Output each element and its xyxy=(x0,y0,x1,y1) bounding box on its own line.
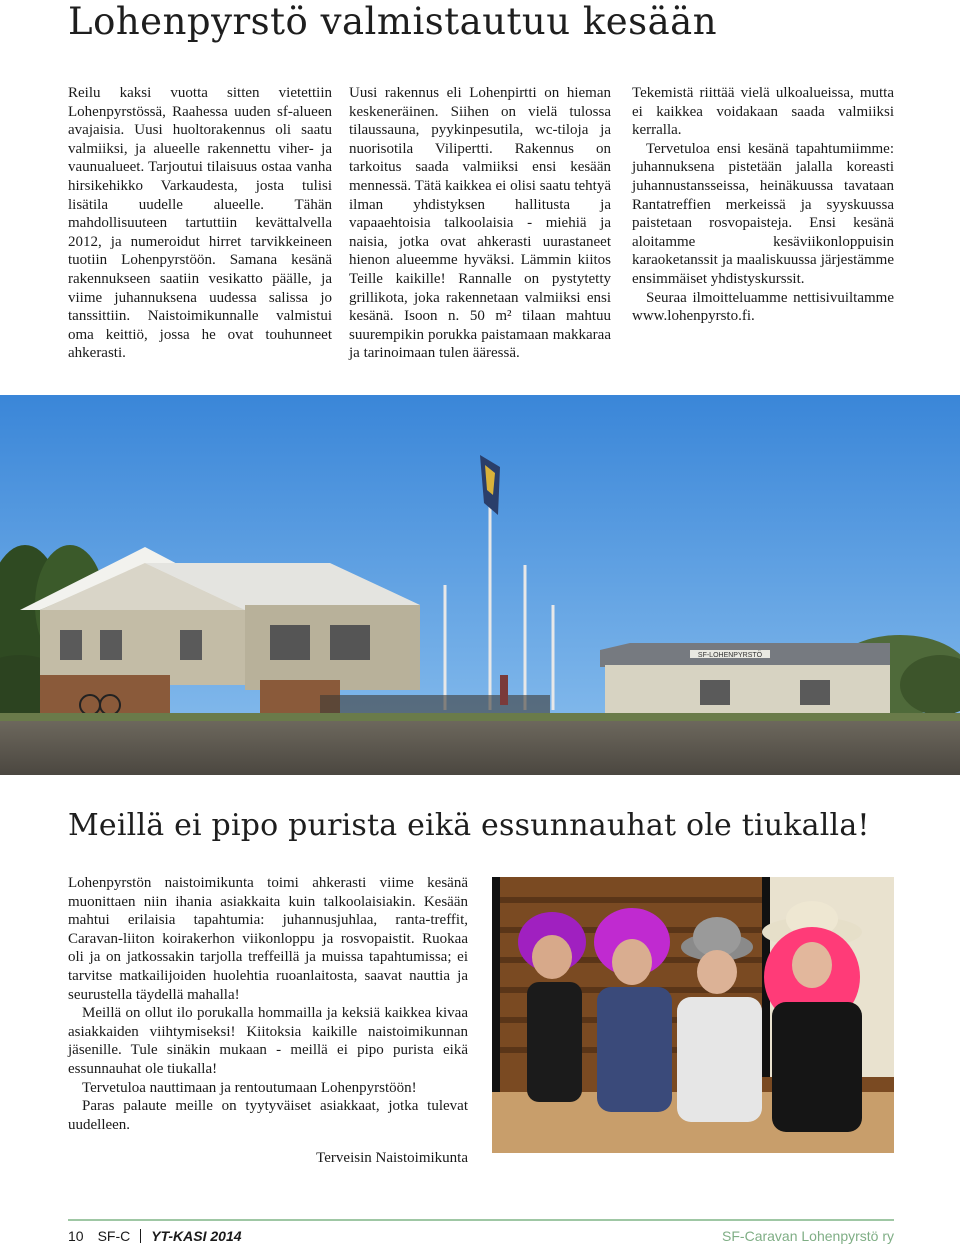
issue-label: YT-KASI 2014 xyxy=(151,1228,242,1244)
organization-name: SF-Caravan Lohenpyrstö ry xyxy=(722,1228,894,1244)
article-2-text xyxy=(68,874,468,1134)
article-paragraph: Meillä on ollut ilo porukalla hommailla ja keksiä kaikkea kivaa asiakkaiden viihtymiseksi! Kiitoksia kaikille naistoimikunnan jäsenille. Tule sinäkin mukaan - meillä ei pipo purista eikä essunnauhat ole tiukalla! xyxy=(68,1005,468,1077)
article-paragraph: Tervetuloa ensi kesänä tapahtumiimme: juhannuksena pistetään jalalla koreasti juhannustansseissa, heinäkuussa tavataan Rantatreffien merkeissä ja syyskuussa paistetaan rosvopaisteja. Ensi kesänä aloitamme kesäviikonloppuisin karaoketanssit ja maaliskuussa järjestämme ensimmäiset yhdistyskurssit. xyxy=(632,140,894,287)
section-heading: Meillä ei pipo purista eikä essunnauhat ole tiukalla! xyxy=(68,808,870,843)
article-paragraph: Lohenpyrstön naistoimikunta toimi ahkerasti viime kesänä muonittaen niin ihania asiakkaita kuin talkoolaisiakin. Kesään mahtui erilaisia tapahtumia: juhannusjuhlaa, ranta-treffit, Caravan-liiton koirakerhon viikonloppu ja rosvopaistit. Ruokaa oli ja on jatkossakin tarjolla treffeillä ja muissa tapahtumissa; ei tarvitse matkailijoiden huolehtia ruoanlaitosta, saavat nauttia ja seurustella täydellä mahalla! xyxy=(68,875,468,1003)
page-number: 10 xyxy=(68,1228,84,1244)
article-paragraph: Tekemistä riittää vielä ulkoalueissa, mutta ei kaikkea voidakaan saada valmiiksi kerralla. xyxy=(632,85,894,139)
article-column-3 xyxy=(632,84,894,326)
signature: Terveisin Naistoimikunta xyxy=(316,1150,468,1166)
footer-separator xyxy=(140,1229,141,1243)
magazine-name: SF-C xyxy=(97,1228,131,1244)
article-paragraph: Uusi rakennus eli Lohenpirtti on hieman keskeneräinen. Siihen on vielä tulossa tilaussauna, pyykinpesutila, wc-tiloja ja nuorisotila Vilipertti. Rakennus on tarkoitus saada valmiiksi ensi kesään mennessä. Tätä kaikkea ei olisi saatu tehtyä ilman yhdistyksen hallitusta ja vapaaehtoisia talkoolaisia - miehiä ja naisia, jotka ovat ahkerasti uurastaneet hienon alueemme hyväksi. Lämmin kiitos Teille kaikille! Rannalle on pystytetty grillikota, joka rakennetaan valmiiksi ensi kesänä. Isoon n. 50 m² tilaan mahtuu suurempikin porukka paistamaan makkaraa ja tarinoimaan tulen ääressä. xyxy=(349,85,611,362)
building-sign: SF-LOHENPYRSTÖ xyxy=(697,652,763,659)
article-paragraph: Tervetuloa nauttimaan ja rentoutumaan Lohenpyrstöön! xyxy=(82,1079,417,1096)
article-column-1 xyxy=(68,84,332,363)
campsite-building-photo xyxy=(0,395,960,775)
article-paragraph: Reilu kaksi vuotta sitten vietettiin Lohenpyrstössä, Raahessa uuden sf-alueen avajaisia. Uusi huoltorakennus oli saatu valmiiksi, ja alueelle rakennettu viher- ja vaunualueet. Tarjoutui tilaisuus ostaa vanha hirsikehikko Varkaudesta, josta tulisi lisätila uudelle alueelle. Tähän mahdollisuuteen tartuttiin kevättalvella 2012, ja numeroidut hirret tarvikkeineen tuotiin Lohenpyrstöön. Samana kesänä rakennukseen saatiin vesikatto päälle, ja viime juhannuksena uudessa salissa jo tanssittiin. Naistoimikunnalle valmistui oma keittiö, jossa he ovat touhunneet ahkerasti. xyxy=(68,85,332,362)
footer-left xyxy=(68,1228,242,1244)
women-in-wigs-photo xyxy=(492,877,894,1153)
page-title: Lohenpyrstö valmistautuu kesään xyxy=(68,0,718,43)
article-paragraph: Paras palaute meille on tyytyväiset asiakkaat, jotka tulevat uudelleen. xyxy=(68,1098,468,1133)
footer-rule xyxy=(68,1219,894,1221)
article-paragraph: Seuraa ilmoitteluamme nettisivuiltamme www.lohenpyrsto.fi. xyxy=(632,289,894,325)
article-column-2 xyxy=(349,84,611,363)
